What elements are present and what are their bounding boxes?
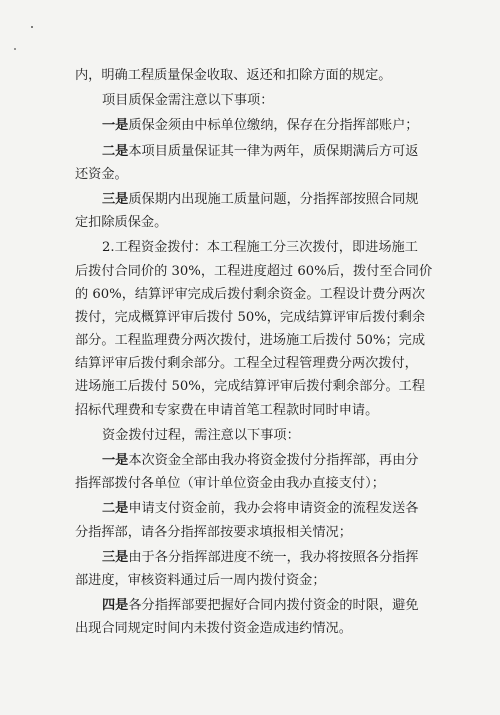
paragraph-text: 招标代理费和专家费在申请首笔工程款时同时申请。 (75, 402, 379, 418)
paragraph-line (75, 375, 435, 398)
paragraph-line (75, 594, 435, 617)
paragraph-line (75, 399, 435, 422)
paragraph-text: 质保期内出现施工质量问题，分指挥部按照合同规 (128, 191, 419, 207)
paragraph-text: 项目质保金需注意以下事项： (102, 93, 274, 109)
paragraph-line (75, 352, 435, 375)
paragraph-text: 部进度，审核资料通过后一周内拨付资金； (75, 572, 326, 588)
paragraph-lead: 二是 (102, 143, 129, 159)
paragraph-line (75, 140, 435, 163)
paragraph-text: 拨付，完成概算评审后拨付 50%，完成结算评审后拨付剩余 (75, 309, 426, 325)
paragraph-text: 还资金。 (75, 166, 128, 182)
paragraph-text: 进场施工后拨付 50%，完成结算评审后拨付剩余部分。工程 (75, 379, 426, 395)
paragraph-text: 指挥部拨付各单位（审计单位资金由我办直接支付）； (75, 476, 385, 492)
paragraph-line (75, 521, 435, 544)
paragraph-line (75, 64, 435, 87)
paragraph-text: 质保金须由中标单位缴纳，保存在分指挥部账户； (128, 118, 419, 134)
paragraph-text: 出现合同规定时间内未拨付资金造成违约情况。 (75, 621, 352, 637)
paragraph-line (75, 236, 435, 259)
paragraph-line (75, 472, 435, 495)
paragraph-line (75, 329, 435, 352)
paragraph-lead: 二是 (102, 501, 129, 517)
paragraph-text: 资金拨付过程，需注意以下事项： (102, 427, 300, 443)
paragraph-line (75, 449, 435, 472)
paragraph-text: 分指挥部，请各分指挥部按要求填报相关情况； (75, 524, 352, 540)
paragraph-text: 由于各分指挥部进度不统一，我办将按照各分指挥 (128, 549, 419, 565)
paragraph-text: 后拨付合同价的 30%，工程进度超过 60%后，拨付至合同价 (75, 263, 433, 279)
paragraph-text: 结算评审后拨付剩余部分。工程全过程管理费分两次拨付， (75, 356, 418, 372)
paragraph-line (75, 306, 435, 329)
paragraph-lead: 三是 (102, 549, 129, 565)
paragraph-text: 部分。工程监理费分两次拨付，进场施工后拨付 50%；完成 (75, 333, 426, 349)
paragraph-line (75, 497, 435, 520)
paragraph-text: 定扣除质保金。 (75, 215, 168, 231)
paragraph-line (75, 89, 435, 112)
paragraph-lead: 四是 (102, 598, 129, 614)
paragraph-line (75, 114, 435, 137)
paragraph-gap (75, 641, 435, 643)
paragraph-line (75, 260, 435, 283)
paragraph-text: 本次资金全部由我办将资金拨付分指挥部，再由分 (128, 453, 419, 468)
paragraph-lead: 一是 (102, 453, 129, 468)
paragraph-line (75, 188, 435, 211)
paragraph-line (75, 617, 435, 640)
paragraph-line (75, 569, 435, 592)
paragraph-line (75, 211, 435, 234)
paragraph-text: 2.工程资金拨付：本工程施工分三次拨付，即进场施工 (102, 240, 418, 256)
paragraph-text: 申请支付资金前，我办会将申请资金的流程发送各 (128, 501, 419, 517)
scan-speck (14, 48, 16, 50)
paragraph-text: 本项目质量保证其一律为两年，质保期满后方可返 (128, 143, 419, 159)
paragraph-line (75, 546, 435, 569)
paragraph-text: 的 60%，结算评审完成后拨付剩余资金。工程设计费分两次 (75, 286, 426, 302)
paragraph-text: 各分指挥部要把握好合同内拨付资金的时限，避免 (128, 598, 419, 614)
paragraph-text: 内，明确工程质量保金收取、返还和扣除方面的规定。 (75, 68, 392, 83)
paragraph-line (75, 163, 435, 186)
paragraph-line (75, 424, 435, 447)
document-body (75, 64, 435, 643)
paragraph-lead: 一是 (102, 118, 129, 134)
scan-speck (31, 26, 33, 28)
paragraph-lead: 三是 (102, 191, 129, 207)
paragraph-line (75, 283, 435, 306)
